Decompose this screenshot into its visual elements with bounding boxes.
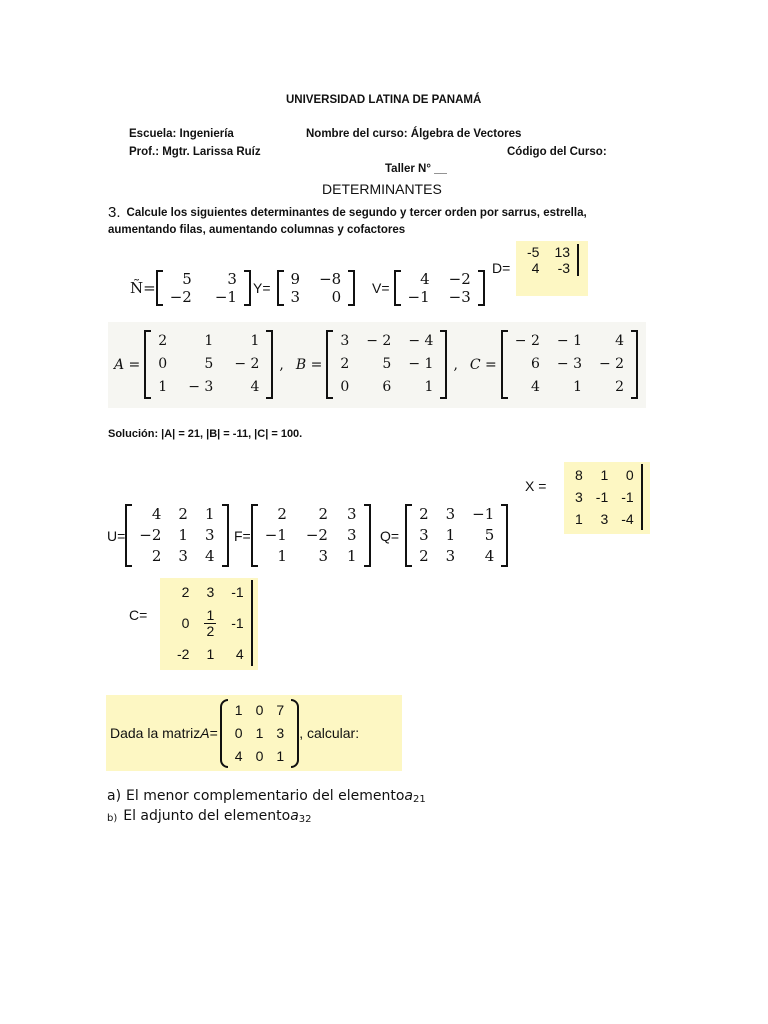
matrix-n [130, 270, 251, 306]
cell: −2 [139, 526, 162, 544]
cell: 2 [178, 505, 188, 523]
matrix-c2-label: C= [129, 607, 148, 623]
cell: 1 [204, 333, 214, 349]
cell: 4 [234, 747, 243, 764]
item-a-sub: 21 [413, 793, 426, 805]
matrix-u-label: U= [107, 527, 126, 544]
cell: -1 [595, 489, 609, 505]
cell: 0 [625, 467, 634, 483]
cell: 1 [250, 333, 260, 349]
item-b-sub: 32 [298, 813, 312, 825]
cell: −1 [472, 505, 495, 523]
separator: , [453, 356, 458, 373]
cell: 4 [615, 333, 625, 349]
cell: 0 [340, 379, 350, 395]
cell: 0 [331, 288, 342, 306]
cell: 0 [158, 356, 168, 372]
cell: − 2 [514, 333, 540, 349]
cell: −2 [448, 270, 471, 288]
cell: 2 [151, 547, 162, 565]
matrices-abc-panel [108, 322, 646, 408]
cell: 3 [346, 505, 357, 523]
dada-prefix: Dada la matriz [110, 725, 201, 741]
cell: −2 [169, 288, 192, 306]
dada-matrix [220, 699, 299, 768]
cell: 1 [600, 467, 609, 483]
cell: − 2 [598, 356, 625, 372]
matrix-x-highlight [564, 462, 650, 534]
matrix-f-label: F= [234, 527, 251, 544]
cell: -1 [231, 584, 244, 600]
item-a [107, 788, 426, 804]
fraction-denominator: 2 [206, 623, 215, 639]
matrix-u [107, 504, 229, 567]
cell: 1 [277, 547, 287, 565]
cell: −1 [214, 288, 237, 306]
cell: 1 [255, 724, 264, 741]
cell: 4 [484, 547, 495, 565]
cell: 1 [204, 505, 215, 523]
fraction [194, 604, 221, 642]
matrix-c2 [170, 580, 258, 666]
cell: 13 [554, 244, 571, 260]
cell: 1 [178, 526, 188, 544]
matrix-a-label: A = [114, 356, 141, 373]
cell: − 3 [556, 356, 582, 372]
university-title: UNIVERSIDAD LATINA DE PANAMÁ [286, 94, 482, 106]
matrix-q-label: Q= [380, 527, 400, 544]
cell: 2 [340, 356, 350, 372]
cell: 4 [151, 505, 162, 523]
matrix-c [501, 330, 638, 399]
cell: 3 [318, 547, 328, 565]
cell: 0 [255, 701, 264, 718]
cell: −3 [448, 288, 471, 306]
matrix-d-highlight [516, 241, 588, 296]
cell: −1 [264, 526, 287, 544]
matrix-q [380, 504, 508, 567]
cell: 3 [600, 511, 609, 527]
cell: 2 [419, 547, 429, 565]
cell: 3 [445, 547, 456, 565]
item-a-var: a [404, 788, 413, 804]
cell: 0 [255, 747, 264, 764]
item-b-var: a [290, 808, 299, 824]
cell: 3 [276, 724, 285, 741]
cell: 3 [575, 489, 583, 505]
cell: 3 [419, 526, 429, 544]
cell: 9 [290, 270, 301, 288]
matrix-d [520, 244, 588, 276]
cell: − 2 [366, 333, 392, 349]
matrix-v-label: V= [372, 280, 390, 296]
cell: 3 [346, 526, 357, 544]
cell: 4 [420, 270, 430, 288]
matrix-x-label: X = [525, 478, 547, 494]
matrix-v [372, 270, 485, 306]
matrix-d-label: D= [492, 260, 511, 276]
cell: − 1 [556, 333, 582, 349]
exercise-number: 3. [108, 204, 121, 221]
matrix-y-label: Y= [253, 280, 271, 296]
dada-eq: = [209, 725, 218, 741]
cell: 1 [206, 646, 215, 662]
cell: 3 [204, 526, 215, 544]
matrix-y [253, 270, 355, 306]
cell: 1 [573, 379, 582, 395]
matrix-a [144, 330, 273, 399]
cell: 5 [204, 356, 214, 372]
matrix-c-label: C = [469, 356, 497, 373]
cell: 4 [530, 379, 540, 395]
cell: -4 [621, 511, 634, 527]
exercise-text-2: aumentando filas, aumentando columnas y cofactores [108, 224, 406, 236]
topic-title: DETERMINANTES [322, 181, 442, 197]
cell: 3 [445, 505, 456, 523]
cell: 2 [318, 505, 328, 523]
separator: , [279, 356, 284, 373]
cell: 4 [204, 547, 215, 565]
cell: 2 [419, 505, 429, 523]
cell: 3 [340, 333, 350, 349]
cell: -1 [621, 489, 634, 505]
item-b-label: b) [107, 812, 118, 824]
cell: −1 [407, 288, 430, 306]
cell: -5 [527, 244, 540, 260]
cell: -2 [177, 646, 190, 662]
cell: 5 [382, 356, 392, 372]
cell: -1 [231, 615, 244, 631]
cell: 8 [575, 467, 583, 483]
cell: 2 [615, 379, 625, 395]
cell: 6 [530, 356, 540, 372]
item-b [107, 808, 312, 824]
fraction-numerator: 1 [206, 607, 215, 623]
course-code-label: Código del Curso: [507, 146, 607, 158]
cell: 1 [445, 526, 456, 544]
professor-label: Prof.: Mgtr. Larissa Ruíz [129, 146, 261, 158]
cell: -3 [557, 260, 571, 276]
cell: 4 [531, 260, 540, 276]
cell: 1 [575, 511, 583, 527]
cell: 2 [158, 333, 168, 349]
cell: 1 [276, 747, 285, 764]
solution-text: Solución: |A| = 21, |B| = -11, |C| = 100. [108, 428, 303, 440]
cell: 1 [234, 701, 243, 718]
cell: − 2 [234, 356, 260, 372]
cell: − 3 [188, 379, 214, 395]
exercise-text-1: Calcule los siguientes determinantes de segundo y tercer orden por sarrus, estrella, [126, 206, 587, 219]
workshop-label: Taller N° __ [385, 163, 447, 175]
cell: 6 [382, 379, 392, 395]
cell: 2 [181, 584, 190, 600]
cell: 0 [234, 724, 243, 741]
cell: 1 [158, 379, 168, 395]
matrix-x [568, 464, 650, 530]
school-label: Escuela: Ingeniería [129, 128, 234, 140]
dada-var: A [200, 725, 210, 741]
cell: 3 [227, 270, 237, 288]
cell: 3 [290, 288, 301, 306]
item-a-label: a) [107, 788, 122, 804]
cell: −8 [319, 270, 342, 288]
cell: − 4 [408, 333, 434, 349]
cell: 4 [250, 379, 260, 395]
item-b-text: El adjunto del elemento [123, 808, 291, 824]
cell: 2 [277, 505, 287, 523]
matrix-b-label: B = [295, 356, 323, 373]
cell: 5 [182, 270, 192, 288]
cell: − 1 [408, 356, 434, 372]
dada-matriz-box [106, 695, 402, 771]
cell: 5 [484, 526, 495, 544]
course-name-label: Nombre del curso: Álgebra de Vectores [306, 128, 522, 140]
matrix-b [326, 330, 447, 399]
cell: 3 [206, 584, 215, 600]
matrix-n-label: Ñ= [130, 279, 156, 297]
matrix-c2-highlight [160, 578, 258, 670]
item-a-text: El menor complementario del elemento [126, 788, 405, 804]
dada-suffix: , calcular: [299, 725, 360, 741]
cell: 0 [181, 615, 190, 631]
cell: 1 [346, 547, 357, 565]
exercise3-line1 [108, 204, 587, 221]
cell: 7 [276, 701, 285, 718]
cell: 1 [424, 379, 434, 395]
cell: −2 [305, 526, 328, 544]
cell: 3 [178, 547, 188, 565]
matrix-f [234, 504, 371, 567]
cell: 4 [235, 646, 244, 662]
